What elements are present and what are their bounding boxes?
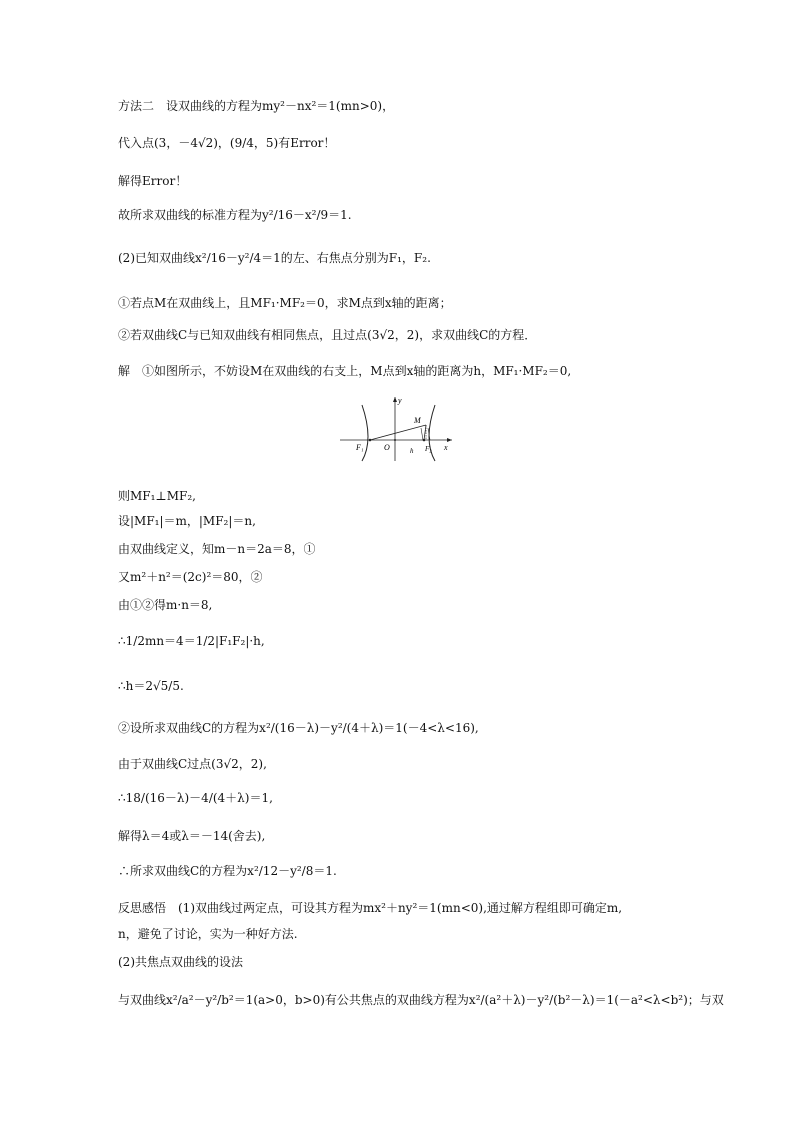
text-line-6: ①若点M在双曲线上，且MF₁·MF₂＝0，求M点到x轴的距离； — [118, 296, 452, 310]
f1-label: F₁ — [356, 443, 364, 452]
text-line-14: ∴1/2mn＝4＝1/2|F₁F₂|·h, — [118, 634, 265, 648]
text-line-18: ∴18/(16－λ)－4/(4＋λ)＝1, — [118, 791, 273, 805]
text-line-7: ②若双曲线C与已知双曲线有相同焦点，且过点(3√2，2)，求双曲线C的方程． — [118, 328, 537, 342]
text-line-5: (2)已知双曲线x²/16－y²/4＝1的左、右焦点分别为F₁，F₂. — [118, 251, 431, 265]
text-line-11: 由双曲线定义，知m－n＝2a＝8，① — [118, 542, 316, 556]
text-line-1: 方法二 设双曲线的方程为my²－nx²＝1(mn>0)， — [118, 99, 395, 113]
y-axis-label: y — [398, 396, 402, 405]
text-line-3: 解得Error！ — [118, 174, 188, 188]
f2-label: F₂ — [425, 445, 432, 453]
text-line-22: n，避免了讨论，实为一种好方法. — [118, 927, 298, 941]
text-line-15: ∴h＝2√5/5. — [118, 679, 184, 693]
text-line-12: 又m²＋n²＝(2c)²＝80，② — [118, 570, 263, 584]
text-line-4: 故所求双曲线的标准方程为y²/16－x²/9＝1. — [118, 208, 352, 222]
text-line-2: 代入点(3，－4√2)，(9/4，5)有Error！ — [118, 136, 336, 150]
text-line-19: 解得λ＝4或λ＝－14(舍去), — [118, 829, 266, 843]
hyperbola-diagram — [340, 395, 460, 463]
text-line-21: 反思感悟 (1)双曲线过两定点，可设其方程为mx²＋ny²＝1(mn<0),通过解方程组即可确定m, — [118, 901, 623, 915]
x-axis-label: x — [444, 443, 448, 452]
text-line-23: (2)共焦点双曲线的设法 — [118, 955, 243, 969]
text-line-13: 由①②得m·n＝8, — [118, 598, 213, 612]
h-label: h — [410, 447, 414, 455]
hyperbola-figure — [340, 395, 460, 467]
m-label: M — [414, 416, 421, 425]
text-line-20: ∴所求双曲线C的方程为x²/12－y²/8＝1. — [118, 864, 337, 878]
text-line-9: 则MF₁⊥MF₂, — [118, 489, 196, 503]
text-line-8: 解 ①如图所示，不妨设M在双曲线的右支上，M点到x轴的距离为h，MF₁·MF₂＝0, — [118, 364, 572, 378]
text-line-16: ②设所求双曲线C的方程为x²/(16－λ)－y²/(4＋λ)＝1(－4<λ<16), — [118, 721, 479, 735]
text-line-24: 与双曲线x²/a²－y²/b²＝1(a>0，b>0)有公共焦点的双曲线方程为x²/(a²＋λ)－y²/(b²－λ)＝1(－a²<λ<b²)；与双 — [118, 993, 724, 1007]
text-line-10: 设|MF₁|＝m，|MF₂|＝n, — [118, 514, 256, 528]
text-line-17: 由于双曲线C过点(3√2，2), — [118, 757, 267, 771]
origin-label: O — [384, 443, 390, 452]
